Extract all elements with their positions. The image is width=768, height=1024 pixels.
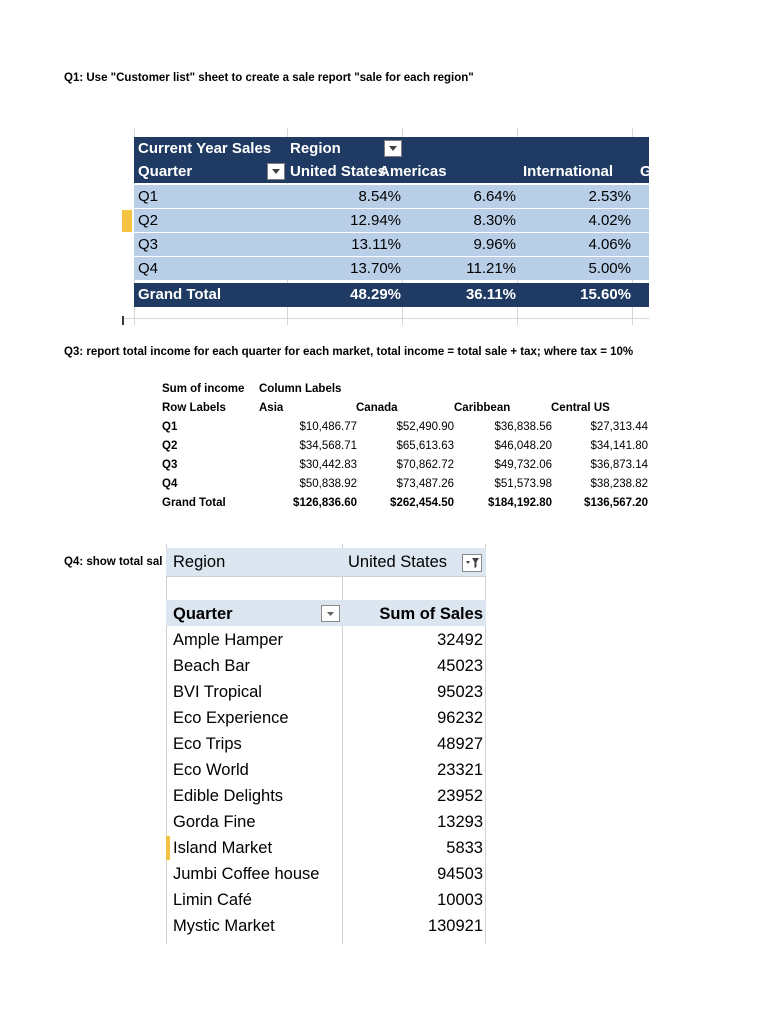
pivot2-row-label: Q3: [162, 459, 178, 471]
customer-sales-pivot: [166, 544, 497, 944]
pivot2-row-label: Q4: [162, 478, 178, 490]
pivot1-cell: 13.70%: [350, 260, 401, 277]
pivot2-header-row1: [160, 380, 650, 399]
pivot1-col-header: G: [640, 163, 652, 180]
pivot2-value-field-label: Sum of income: [162, 383, 245, 395]
customer-name: Eco World: [173, 761, 249, 779]
question-1-text: Q1: Use "Customer list" sheet to create a sale report "sale for each region": [64, 72, 474, 84]
customer-name: Edible Delights: [173, 787, 284, 805]
pivot2-cell: $73,487.26: [396, 478, 454, 490]
income-pivot: [160, 380, 650, 520]
pivot1-col-header: International: [523, 163, 614, 180]
pivot1-cell: 5.00%: [588, 260, 631, 277]
pivot2-row-label: Q1: [162, 421, 178, 433]
customer-sales: 48927: [437, 735, 483, 753]
pivot1-total-cell: 36.11%: [465, 286, 516, 303]
pivot1-row[interactable]: [134, 184, 649, 208]
pivot2-col-header: Caribbean: [454, 402, 511, 414]
pivot1-row-label: Q3: [138, 236, 159, 253]
pivot1-row-label: Q4: [138, 260, 159, 277]
quarter-dropdown-button[interactable]: [321, 605, 340, 622]
pivot1-row-field-label: Quarter: [138, 163, 193, 180]
region-filter-value: United States: [348, 553, 448, 571]
customer-sales: 13293: [437, 813, 483, 831]
pivot1-column-field-label: Region: [290, 140, 341, 157]
pivot1-cell: 6.64%: [473, 188, 516, 205]
pivot2-header-row2: [160, 399, 650, 418]
customer-name: Limin Café: [173, 891, 252, 909]
customer-sales: 32492: [437, 631, 483, 649]
pivot2-total-label: Grand Total: [162, 497, 226, 509]
pivot2-total-cell: $262,454.50: [390, 497, 454, 509]
pivot1-total-cell: 48.29%: [350, 286, 401, 303]
pivot1-row-label: Q2: [138, 212, 159, 229]
chevron-down-icon: [322, 606, 339, 621]
pivot2-row[interactable]: [160, 437, 650, 456]
pivot2-cell: $10,486.77: [299, 421, 357, 433]
customer-sales: 45023: [437, 657, 483, 675]
pivot2-grand-total-row[interactable]: [160, 494, 650, 513]
pivot1-total-label: Grand Total: [138, 286, 222, 303]
customer-name: Ample Hamper: [173, 631, 284, 649]
table-row[interactable]: [166, 705, 486, 731]
pivot1-value-field-label: Current Year Sales: [138, 140, 272, 157]
pivot2-row-labels: Row Labels: [162, 402, 226, 414]
pivot2-cell: $65,613.63: [396, 440, 454, 452]
customer-sales: 95023: [437, 683, 483, 701]
customer-name: Jumbi Coffee house: [173, 865, 320, 883]
pivot2-row[interactable]: [160, 418, 650, 437]
pivot2-cell: $27,313.44: [590, 421, 648, 433]
table-row[interactable]: [166, 913, 486, 939]
pivot1-cell: 11.21%: [466, 260, 516, 277]
pivot2-total-cell: $184,192.80: [488, 497, 552, 509]
pivot2-cell: $46,048.20: [494, 440, 552, 452]
pivot2-row[interactable]: [160, 475, 650, 494]
customer-name: Eco Experience: [173, 709, 289, 727]
customer-name: BVI Tropical: [173, 683, 262, 701]
customer-sales: 96232: [437, 709, 483, 727]
pivot2-cell: $36,838.56: [494, 421, 552, 433]
pivot2-row-label: Q2: [162, 440, 178, 452]
pivot1-cell: 13.11%: [351, 236, 401, 253]
customer-name: Beach Bar: [173, 657, 251, 675]
pivot1-cell: 4.02%: [588, 212, 631, 229]
customer-sales: 130921: [427, 917, 483, 935]
pivot2-cell: $34,568.71: [299, 440, 357, 452]
pivot2-col-header: Asia: [259, 402, 284, 414]
pivot1-row-label: Q1: [138, 188, 159, 205]
region-filter-label: Region: [173, 553, 226, 571]
pivot1-cell: 4.06%: [588, 236, 631, 253]
pivot1-col-header: Americas: [379, 163, 447, 180]
quarter-dropdown-button[interactable]: [267, 163, 285, 180]
table-row[interactable]: [166, 861, 486, 887]
customer-sales: 23952: [437, 787, 483, 805]
pivot1-cell: 9.96%: [473, 236, 516, 253]
customer-name: Mystic Market: [173, 917, 275, 935]
customer-name: Eco Trips: [173, 735, 242, 753]
pivot2-cell: $30,442.83: [299, 459, 357, 471]
pivot1-row[interactable]: [134, 256, 649, 280]
pivot1-cell: 2.53%: [588, 188, 631, 205]
table-row[interactable]: [166, 809, 486, 835]
table-row[interactable]: [166, 835, 486, 861]
customer-name: Island Market: [173, 839, 273, 857]
pivot1-row[interactable]: [134, 232, 649, 256]
pivot2-total-cell: $136,567.20: [584, 497, 648, 509]
table-row[interactable]: [166, 679, 486, 705]
customer-sales: 10003: [437, 891, 483, 909]
pivot1-header-row1: [134, 137, 649, 161]
question-4-text: Q4: show total sal: [64, 556, 163, 568]
pivot1-cell: 8.54%: [358, 188, 401, 205]
pivot1-header-row2: [134, 161, 652, 183]
pivot2-total-cell: $126,836.60: [293, 497, 357, 509]
pivot2-cell: $70,862.72: [396, 459, 454, 471]
pivot1-row[interactable]: [134, 208, 649, 232]
table-row[interactable]: [166, 731, 486, 757]
pivot2-cell: $49,732.06: [494, 459, 552, 471]
customer-sales: 23321: [437, 761, 483, 779]
pivot2-cell: $50,838.92: [299, 478, 357, 490]
table-row[interactable]: [166, 627, 486, 653]
question-3-text: Q3: report total income for each quarter for each market, total income = total sale + tax; where tax = 10%: [64, 346, 634, 358]
pivot2-column-labels: Column Labels: [259, 383, 342, 395]
pivot1-grand-total-row[interactable]: [134, 283, 649, 307]
pivot1-cell: 12.94%: [350, 212, 401, 229]
pivot2-cell: $34,141.80: [590, 440, 648, 452]
pivot3-value-field-label: Sum of Sales: [379, 605, 483, 623]
pivot3-row-field-label: Quarter: [173, 605, 233, 623]
pivot1-col-header: United States: [290, 163, 386, 180]
filter-funnel-icon: [463, 555, 481, 571]
pivot2-col-header: Central US: [551, 402, 610, 414]
pivot2-cell: $36,873.14: [590, 459, 648, 471]
customer-name: Gorda Fine: [173, 813, 256, 831]
table-row[interactable]: [166, 757, 486, 783]
pivot1-cell: 8.30%: [473, 212, 516, 229]
customer-sales: 94503: [437, 865, 483, 883]
pivot2-col-header: Canada: [356, 402, 398, 414]
region-filter-button[interactable]: [462, 554, 482, 572]
active-row-marker: [122, 210, 132, 232]
pivot3-filter-row: [166, 549, 486, 575]
table-row[interactable]: [166, 653, 486, 679]
pivot2-cell: $52,490.90: [396, 421, 454, 433]
table-row[interactable]: [166, 783, 486, 809]
region-sales-pivot: [122, 128, 652, 325]
table-row[interactable]: [166, 887, 486, 913]
region-dropdown-button[interactable]: [384, 140, 402, 157]
pivot1-total-cell: 15.60%: [580, 286, 631, 303]
pivot2-cell: $38,238.82: [590, 478, 648, 490]
pivot2-row[interactable]: [160, 456, 650, 475]
pivot2-cell: $51,573.98: [494, 478, 552, 490]
customer-sales: 5833: [446, 839, 483, 857]
